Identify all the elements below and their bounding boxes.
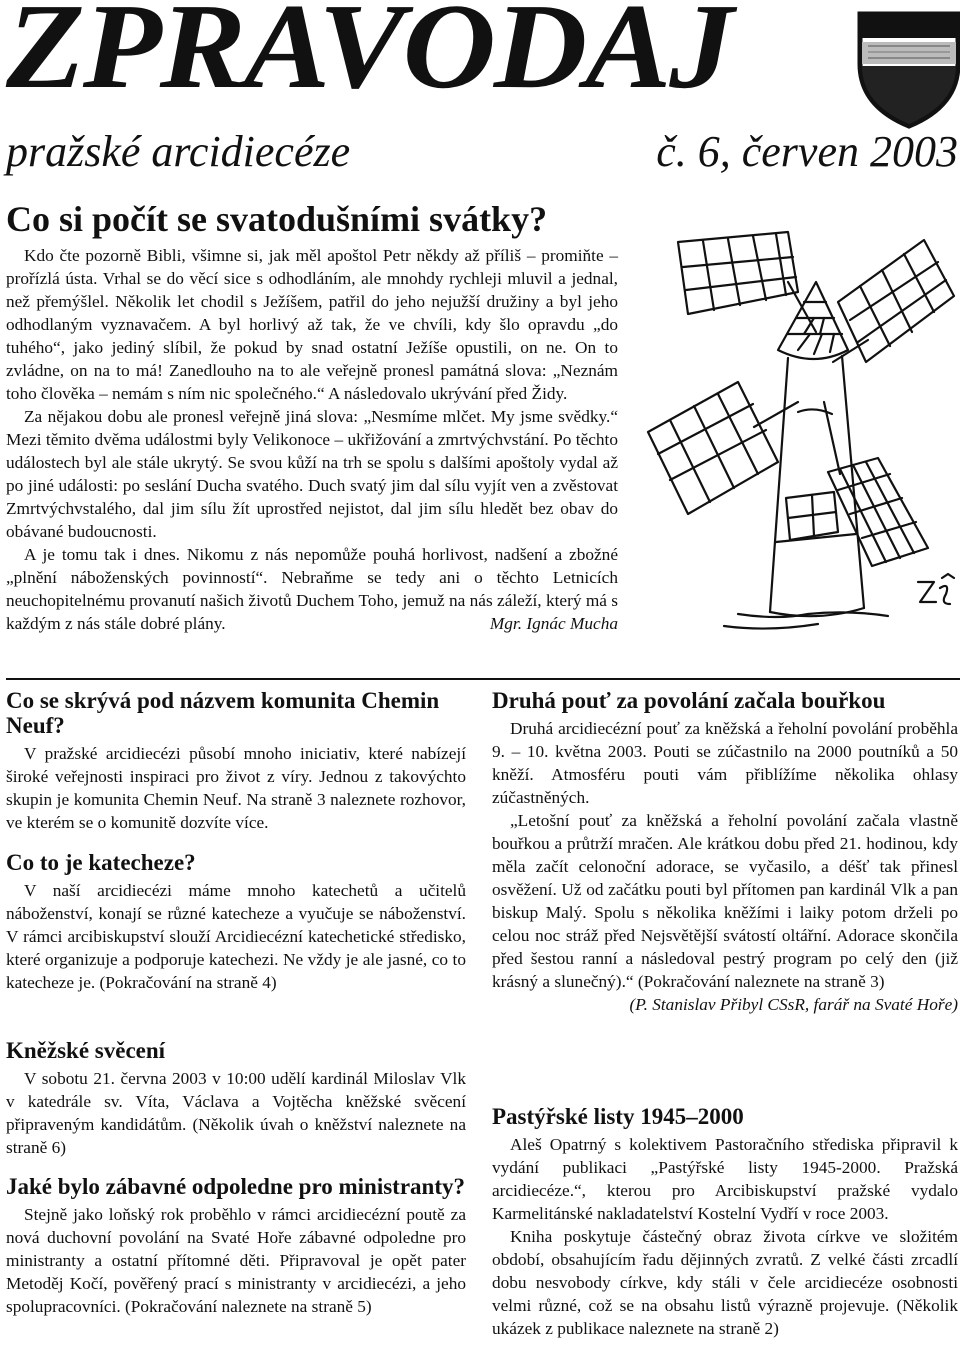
masthead-title: ZPRAVODAJ (6, 0, 732, 114)
windmill-illustration (628, 222, 960, 652)
lead-author: Mgr. Ignác Mucha (489, 614, 618, 633)
lead-paragraph (6, 543, 618, 635)
article-credit: (P. Stanislav Přibyl CSsR, farář na Svaté Hoře) (629, 995, 958, 1014)
article-paragraph: Aleš Opatrný s kolektivem Pastoračního střediska připravil k vydání publikaci „Pastýřské listy 1945-2000. Pražská arcidiecéze.“, kterou pro Arcibiskupství pražské vydalo Karmelitánské nakladatelství Kostelní Vydří v roce 2003. (492, 1135, 958, 1223)
illustration-signature: ZŠ (924, 628, 926, 629)
news-item-body: V naší arcidiecézi máme mnoho katechetů a učitelů náboženství, konají se různé katecheze a vyučuje se náboženství. V rámci arcibiskupství slouží Arcidiecézní katechetické středisko, které organizuje a podporuje katechezi. Ne vždy je ale jasné, co to katecheze je. (Pokračování na straně 4) (6, 881, 466, 992)
issue-number: č. 6, červen 2003 (656, 127, 958, 176)
masthead-subtitle: pražské arcidiecéze (6, 127, 351, 176)
news-item-title: Co to je katecheze? (6, 850, 196, 875)
article-title: Pastýřské listy 1945–2000 (492, 1104, 744, 1129)
article-title: Druhá pouť za povolání začala bouřkou (492, 688, 886, 713)
news-item-body: V pražské arcidiecézi působí mnoho iniciativ, které nabízejí široké veřejnosti inspiraci pro život z víry. Jednou z takovýchto skupin je komunita Chemin Neuf. Na straně 3 naleznete rozhovor, ve kterém se o komunitě dozvíte více. (6, 744, 466, 832)
lead-paragraph-text: A je tomu tak i dnes. Nikomu z nás nepomůže pouhá horlivost, nadšení a zbožné „plnění náboženských povinností“. Nebraňme se tedy ani o těchto Letnicích neuchopitelnému provanutí našich životů Duchem Toho, jemuž na nás záleží, který má s každým z nás stále dobré plány. (6, 545, 618, 633)
news-item-body: V sobotu 21. června 2003 v 10:00 udělí kardinál Miloslav Vlk v katedrále sv. Víta, Václava a Vojtěcha kněžské svěcení připraveným kandidátům. (Několik úvah o kněžství naleznete na straně 6) (6, 1069, 466, 1157)
article-paragraph: Kniha poskytuje částečný obraz života církve ve složitém období, obsahujícím řadu dějinných zvratů. Z velké části zrcadlí dobu nesvobody církve, kdy stáli v čele arcidiecéze osobnosti velmi různé, což se na obsahu listů výrazně projevuje. (Několik ukázek z publikace naleznete na straně 2) (492, 1227, 958, 1338)
news-item-title: Kněžské svěcení (6, 1038, 166, 1063)
news-item-title: Co se skrývá pod názvem komunita Chemin Neuf? (6, 688, 440, 738)
lead-article-body (6, 244, 618, 635)
lead-paragraph: Kdo čte pozorně Bibli, všimne si, jak měl apoštol Petr někdy až příliš – promiňte – prořízlá ústa. Vrhal se do věcí sice s odhodláním, ale mnohdy rychleji mluvil a jednal, než přemýšlel. Několik let chodil s Ježíšem, patřil do jeho nejužší družiny a byl jeho odhodlaným vyznavačem. A byl horlivý až tak, že ve chvíli, kdy šlo opravdu „do tuhého“, jako jediný slíbil, že pokud by snad ostatní Ježíše opustili, on ne. On to zvládne, on na to má! Zanedlouho na to ale veřejně pronesl památná slova: „Neznám toho člověka – nemám s ním nic společného.“ A následovalo ukrývání před Židy. (6, 246, 618, 403)
article-paragraph: Druhá arcidiecézní pouť za kněžská a řeholní povolání proběhla 9. – 10. května 2003. Pouti se zúčastnilo na 2000 poutníků a 50 kněží. Atmosféru pouti vám přiblížíme několika ohlasy zúčastněných. (492, 719, 958, 807)
article-pilgrimage (492, 688, 958, 1016)
coat-of-arms-icon (856, 8, 960, 130)
news-item-katecheze (6, 850, 466, 994)
article-paragraph: „Letošní pouť za kněžská a řeholní povolání začala vlastně bouřkou a průtrží mračen. Ale krátkou dobu před 21. hodinou, kdy měla začít celonoční adorace, se vyčasilo, a déšť tak přinesl osvěžení. Už od začátku pouti byl přítomen pan kardinál Vlk a pan biskup Malý. Spolu s několika kněžími i laiky potom drželi po celou noc stráž před Nejsvětější svátostí oltářní. Adorace skončila před šestou ranní a následoval pestrý program po celý den (již krásný a slunečný).“ (Pokračování naleznete na straně 3) (492, 811, 958, 991)
news-item-body: Stejně jako loňský rok proběhlo v rámci arcidiecézní poutě za nová duchovní povolání na Svaté Hoře zábavné odpoledne pro ministranty a ostatní přítomné děti. Připravoval je opět pater Metoděj Kočí, pověřený prací s ministranty v arcidiecézi, a jeho spolupracovníci. (Pokračování naleznete na straně 5) (6, 1205, 466, 1316)
section-divider (6, 678, 960, 680)
news-item-chemin-neuf (6, 688, 466, 834)
masthead (6, 0, 960, 182)
lead-paragraph: Za nějakou dobu ale pronesl veřejně jiná slova: „Nesmíme mlčet. My jsme svědky.“ Mezi těmito dvěma událostmi byly Velikonoce – ukřižování a zmrtvýchvstání. Po těchto událostech byl ale stále ukrytý. Se svou kůží na trh se spolu s dalšími apoštoly vydal až po jiné události: po seslání Ducha svatého. Duch svatý jim dal sílu vyjít ven a zvěstovat Zmrtvýchvstalého, dal jim sílu žít uprostřed nejistot, dal jim sílu hledět bez obav do obávané budoucnosti. (6, 407, 618, 541)
news-item-title: Jaké bylo zábavné odpoledne pro ministranty? (6, 1174, 465, 1199)
article-pastoral-letters (492, 1104, 958, 1340)
news-item-ministranti (6, 1174, 466, 1318)
news-item-ordination (6, 1038, 466, 1159)
lead-article-title: Co si počít se svatodušními svátky? (6, 199, 548, 239)
